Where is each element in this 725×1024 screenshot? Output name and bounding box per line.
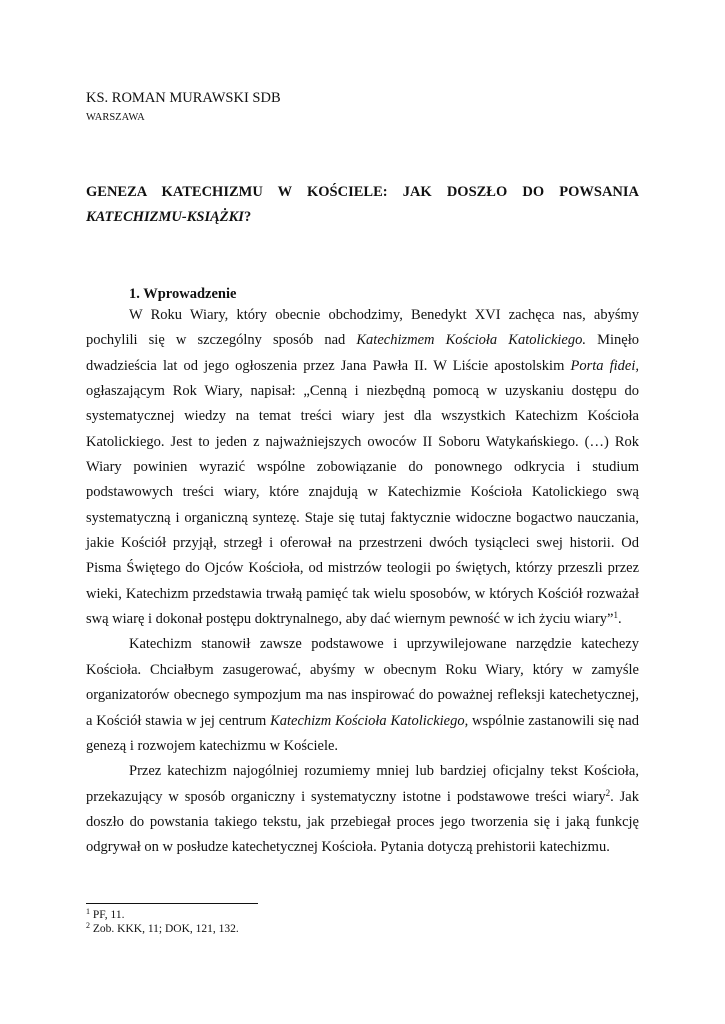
body-text — [86, 303, 639, 861]
paragraph-3-text-a: Przez katechizm najogólniej rozumiemy mniej lub bardziej oficjalny tekst Kościoła, przekazujący w sposób organiczny i systematyczny istotne i podstawowe treści wiary — [86, 763, 639, 805]
paragraph-2-text-a: Katechizm stanowił zawsze podstawowe i uprzywilejowane narzędzie katechezy Kościoła. Chciałbym zasugerować, abyśmy w obecnym Roku Wiary, który w zamyśle organizatorów obecnego sympozjum ma nas inspirować do poważnej refleksji katechetycznej, a Kościół stawia w jej centrum — [86, 636, 639, 729]
paragraph-3-text-b: . Jak doszło do powstania takiego tekstu, jak przebiegał proces jego tworzenia się i jaką funkcję odgrywał on w posłudze katechetycznej Kościoła. Pytania dotyczą prehistorii katechizmu. — [86, 788, 639, 856]
paragraph-1-italic-porta-fidei: Porta fidei, — [570, 357, 639, 374]
footnote-1-number: 1 — [86, 907, 90, 916]
paragraph-1 — [86, 303, 639, 632]
footnote-1-text: PF, 11. — [90, 909, 125, 921]
footnote-2 — [86, 922, 239, 936]
paragraph-1-text-c: Minęło dwadzieścia lat od jego ogłoszenia przez Jana Pawła II. W Liście apostolskim — [86, 332, 639, 374]
paragraph-1-italic-title: Katechizmem Kościoła Katolickiego. — [356, 332, 586, 349]
article-title-line1: GENEZA KATECHIZMU W KOŚCIELE: JAK DOSZŁO DO POWSANIA — [86, 184, 639, 200]
author-city: WARSZAWA — [86, 112, 145, 123]
footnote-ref-2[interactable]: 2 — [605, 787, 611, 798]
paragraph-2-text-c: , wspólnie zastanowili się nad genezą i rozwojem katechizmu w Kościele. — [86, 712, 639, 754]
article-title-italic: KATECHIZMU-KSIĄŻKI — [86, 209, 244, 225]
paragraph-3 — [86, 759, 639, 860]
footnote-2-text: Zob. KKK, 11; DOK, 121, 132. — [90, 923, 239, 935]
footnote-2-number: 2 — [86, 921, 90, 930]
author-name: KS. ROMAN MURAWSKI SDB — [86, 90, 281, 106]
paragraph-1-text-f: . — [617, 611, 622, 628]
footnote-divider — [86, 903, 258, 904]
paragraph-2-italic-title: Katechizm Kościoła Katolickiego — [270, 712, 465, 729]
paragraph-2 — [86, 632, 639, 759]
article-title-line2 — [86, 205, 251, 230]
paragraph-1-text-a: W Roku Wiary, który obecnie obchodzimy, Benedykt XVI zachęca nas, abyśmy pochylili się w szczególny sposób nad — [86, 307, 639, 349]
paragraph-1-text-e: ogłaszającym Rok Wiary, napisał: „Cenną i niezbędną pomocą w uzyskaniu dostępu do systematycznej wiedzy na temat treści wiary jest dla wszystkich Katechizm Kościoła Katolickiego. Jest to jeden z najważniejszych owoców II Soboru Watykańskiego. (…) Rok Wiary powinien wyrazić wspólne zobowiązanie do ponownego odkrycia i studium podstawowych treści wiary, które znajdują w Katechizmie Kościoła Katolickiego swą systematyczną i organiczną syntezę. Staje się tutaj faktycznie widoczne bogactwo nauczania, jakie Kościół przyjął, strzegł i oferował na przestrzeni dwóch tysiącleci swej historii. Od Pisma Świętego do Ojców Kościoła, od mistrzów teologii po świętych, którzy przeszli przez wieki, Katechizm przedstawia trwałą pamięć tak wielu sposobów, w których Kościół rozważał swą wiarę i dokonał postępu doktrynalnego, aby dać wiernym pewność w ich życiu wiary” — [86, 383, 639, 628]
article-title-end: ? — [243, 209, 252, 225]
footnote-ref-1[interactable]: 1 — [613, 610, 618, 621]
footnote-1 — [86, 908, 124, 922]
section-heading: 1. Wprowadzenie — [129, 286, 237, 302]
